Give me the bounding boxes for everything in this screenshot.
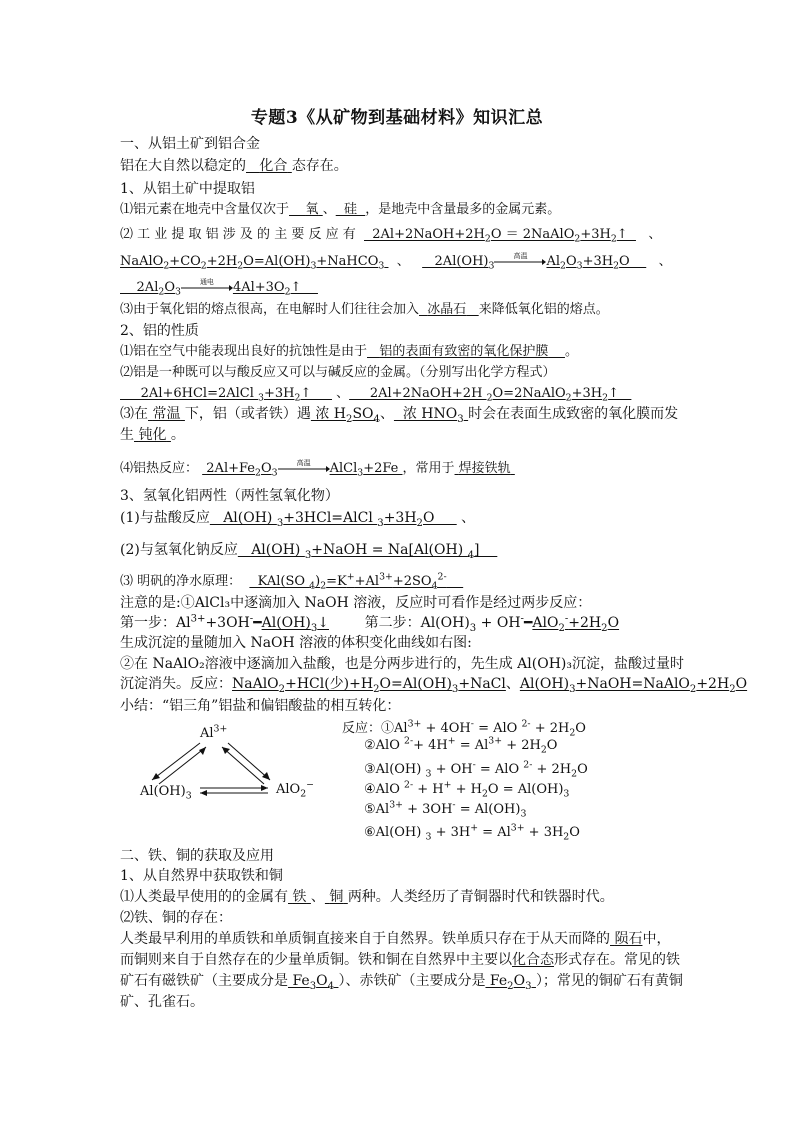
reaction-6: ⑥Al(OH) $_3 + 3H^+ = Al^{3+} + 3H_2O$ xyxy=(364,822,580,843)
eq-step1: $Al(OH)_3↓$ xyxy=(261,615,329,634)
intro-blank: 化合 xyxy=(259,158,288,174)
paragraph-metals: ⑴人类最早使用的的金属有 铁 、 铜 两种。人类经历了青铜器时代和铁器时代。 xyxy=(120,889,614,905)
section-2-heading: 二、铁、铜的获取及应用 xyxy=(120,848,274,864)
arrow-heat: 高温 xyxy=(494,258,546,266)
paragraph-corrosion: ⑴铝在空气中能表现出良好的抗蚀性是由于 铝的表面有致密的氧化保护膜 。 xyxy=(120,344,578,359)
paragraph-passivation: ⑶在 常温 下，铝（或者铁）遇 浓 $H_2SO_4$、 浓 $HNO_3$ 时会在表面生成致密的氧化膜而发 xyxy=(120,406,679,425)
blank-combined-state: 化合态 xyxy=(512,952,554,968)
paragraph-thermite: ⑷铝热反应： $2Al+Fe_2O_3$ 高温 AlCl$_3$+2Fe ，常用于 焊接铁轨 xyxy=(120,458,511,479)
page-title: 专题3《从矿物到基础材料》知识汇总 xyxy=(250,108,544,128)
note-2: 第一步：$Al^{3+}+3OH^-━Al(OH)_3↓$ 第二步：$Al(OH)_3$ + $OH^-━AlO_2^-+2H_2O$ xyxy=(120,613,620,634)
paragraph-crust: ⑴铝元素在地壳中含量仅次于 氧 、 硅 ，是地壳中含量最多的金属元素。 xyxy=(120,202,561,217)
arrow-heat-2: 高温 xyxy=(278,465,330,473)
section-1-heading: 一、从铝土矿到铝合金 xyxy=(120,136,260,152)
paragraph-cryolite: ⑶由于氧化铝的熔点很高，在电解时人们往往会加入 冰晶石 来降低氧化铝的熔点。 xyxy=(120,302,609,317)
blank-cryolite: 冰晶石 xyxy=(427,302,467,317)
paragraph-amphoteric-eqs: 2Al+6HCl=2AlCl $_3+3H_2↑$ 、 2Al+2NaOH+2H $_2O=2NaAlO_2+3H_2↑$ xyxy=(120,386,632,404)
eq-step2: $AlO_2^-+2H_2O$ xyxy=(532,613,620,634)
blank-passivation: 钝化 xyxy=(138,427,167,443)
eq-hcl-naalo2: NaAlO$_2$+HCl(少)$+H_2O=Al(OH)_3+NaCl$ xyxy=(232,676,506,695)
blank-fe3o4: $Fe_3O_4$ xyxy=(288,973,335,992)
intro-post: 态存在。 xyxy=(291,158,348,174)
blank-room-temp: 常温 xyxy=(152,406,181,422)
eq-alum: KAl(SO $_4)_2=K^++Al^{3+}+2SO_4^{2-}$ xyxy=(249,571,447,592)
paragraph-naoh: (2)与氢氧化钠反应 Al(OH) $_3$+NaOH = Na[Al(OH) $_4$] xyxy=(120,542,498,561)
triangle-al3: $Al^{3+}$ xyxy=(200,723,228,741)
paragraph-origin-4: 矿、孔雀石。 xyxy=(120,994,204,1010)
reaction-label: 反应： xyxy=(342,721,382,736)
note-6: 小结：“铝三角”铝盐和偏铝酸盐的相互转化： xyxy=(120,698,401,714)
paragraph-existence: ⑵铁、铜的存在： xyxy=(120,910,232,926)
blank-oxide-film: 铝的表面有致密的氧化保护膜 xyxy=(379,344,549,359)
intro-text: 铝在大自然以稳定的 xyxy=(120,158,246,174)
reaction-5: $⑤Al^{3+} + 3OH^- = Al(OH)_3$ xyxy=(364,799,527,820)
subsection-1-1: 1、从铝土矿中提取铝 xyxy=(120,181,255,197)
subsection-1-3: 3、氢氧化铝两性（两性氢氧化物） xyxy=(120,488,339,504)
subsection-1-2: 2、铝的性质 xyxy=(120,323,199,339)
blank-meteorite: 陨石 xyxy=(614,931,643,947)
eq-naalo2-co2: $NaAlO_2+CO_2+2H_2O=Al(OH)_3+NaHCO_3$ xyxy=(120,254,385,272)
blank-iron: 铁 xyxy=(292,889,307,905)
blank-copper: 铜 xyxy=(329,889,344,905)
blank-conc-hno3: 浓 $HNO_3$ xyxy=(393,406,464,425)
paragraph-electrolysis xyxy=(120,279,318,297)
paragraph-extraction-2: $NaAlO_2+CO_2+2H_2O=Al(OH)_3+NaHCO_3$ 、 $2Al(OH)_3$ 高温 $Al_2O_3+3H_2O$ 、 xyxy=(120,251,672,272)
note-3: 生成沉淀的量随加入 NaOH 溶液的体积变化曲线如右图: xyxy=(120,635,472,651)
reaction-4: ④AlO $^{2-} + H^+ + H_2O = Al(OH)_3$ xyxy=(364,779,570,800)
eq-aloh3-naoh-2: $Al(OH)_3+NaOH=NaAlO_2+2H_2O$ xyxy=(519,676,748,695)
intro-line xyxy=(120,157,348,175)
paragraph-alum: ⑶ 明矾的净水原理： KAl(SO $_4)_2=K^++Al^{3+}+2SO_4^{2-}$ xyxy=(120,573,463,591)
triangle-aloh3: $Al(OH)_3$ xyxy=(140,784,192,802)
eq-al-naoh-2: 2Al+2NaOH+2H $_2O=2NaAlO_2+3H_2↑$ xyxy=(349,386,632,404)
reaction-2: ②AlO $^{2-}+ 4H^+ = Al^{3+} + 2H_2O$ xyxy=(364,735,558,756)
eq-thermite: $2Al+Fe_2O_3$ 高温 AlCl$_3$+2Fe xyxy=(202,458,403,479)
paragraph-amphoteric: ⑵铝是一种既可以与酸反应又可以与碱反应的金属。（分别写出化学方程式） xyxy=(120,365,556,380)
eq-al-hcl: 2Al+6HCl=2AlCl $_3+3H_2↑$ xyxy=(120,386,333,404)
eq-al-naoh: $2Al+2NaOH+2H_2O$ ＝ $2NaAlO_2+3H_2↑$ xyxy=(364,227,636,245)
blank-conc-h2so4: 浓 $H_2SO_4$ xyxy=(310,406,380,425)
reaction-3: ③Al(OH) $_3$ + OH- = AlO $^{2-} + 2H_2O$ xyxy=(364,759,588,780)
note-1: 注意的是:①AlCl₃中逐滴加入 NaOH 溶液，反应时可看作是经过两步反应： xyxy=(120,595,592,611)
blank-oxygen: 氧 xyxy=(305,202,319,217)
blank-fe2o3: $Fe_2O_3$ xyxy=(485,973,532,992)
paragraph-passivation-2: 生 钝化 。 xyxy=(120,427,185,443)
eq-aloh3-decompose: $2Al(OH)_3$ 高温 $Al_2O_3+3H_2O$ xyxy=(422,251,647,272)
reaction-list: 反应：$①Al^{3+} + 4OH^-$ = AlO $^{2-} + 2H_2O$ xyxy=(342,718,586,739)
note-4: ②在 NaAlO₂溶液中逐滴加入盐酸，也是分两步进行的，先生成 Al(OH)₃沉淀，盐酸过量时 xyxy=(120,656,684,672)
blank-silicon: 硅 xyxy=(343,202,357,217)
aluminum-triangle-diagram xyxy=(130,723,330,806)
paragraph-origin-3: 矿石有磁铁矿（主要成分是 $Fe_3O_4$ ）、赤铁矿（主要成分是 $Fe_2O_3$ ）；常见的铜矿石有黄铜 xyxy=(120,973,683,992)
paragraph-origin-2: 而铜则来自于自然存在的少量单质铜。铁和铜在自然界中主要以化合态形式存在。常见的铁 xyxy=(120,952,680,968)
paragraph-extraction: ⑵ 工 业 提 取 铝 涉 及 的 主 要 反 应 有 $2Al+2NaOH+2H_2O$ ＝ $2NaAlO_2+3H_2↑$ 、 xyxy=(120,227,662,245)
eq-aloh3-naoh: Al(OH) $_3$+NaOH = Na[Al(OH) $_4$] xyxy=(237,542,498,561)
triangle-alo2: AlO$_2$− xyxy=(276,779,315,800)
note-5: 沉淀消失。反应：NaAlO$_2$+HCl(少)$+H_2O=Al(OH)_3+NaCl$、$Al(OH)_3+NaOH=NaAlO_2+2H_2O$ xyxy=(120,676,748,695)
eq-electrolysis: $2Al_2O_3$ 通电 $4Al+3O_2↑$ xyxy=(120,277,318,298)
eq-aloh3-hcl: Al(OH) $_3$+3HCl=AlCl $_3+3H_2O$ xyxy=(209,510,457,529)
subsection-2-1: 1、从自然界中获取铁和铜 xyxy=(120,868,283,884)
paragraph-origin-1: 人类最早利用的单质铁和单质铜直接来自于自然界。铁单质只存在于从天而降的 陨石中， xyxy=(120,931,671,947)
paragraph-hcl: (1)与盐酸反应 Al(OH) $_3$+3HCl=AlCl $_3+3H_2O$ 、 xyxy=(120,510,476,529)
blank-rail-welding: 焊接铁轨 xyxy=(458,461,511,476)
arrow-electric: 通电 xyxy=(181,284,233,292)
